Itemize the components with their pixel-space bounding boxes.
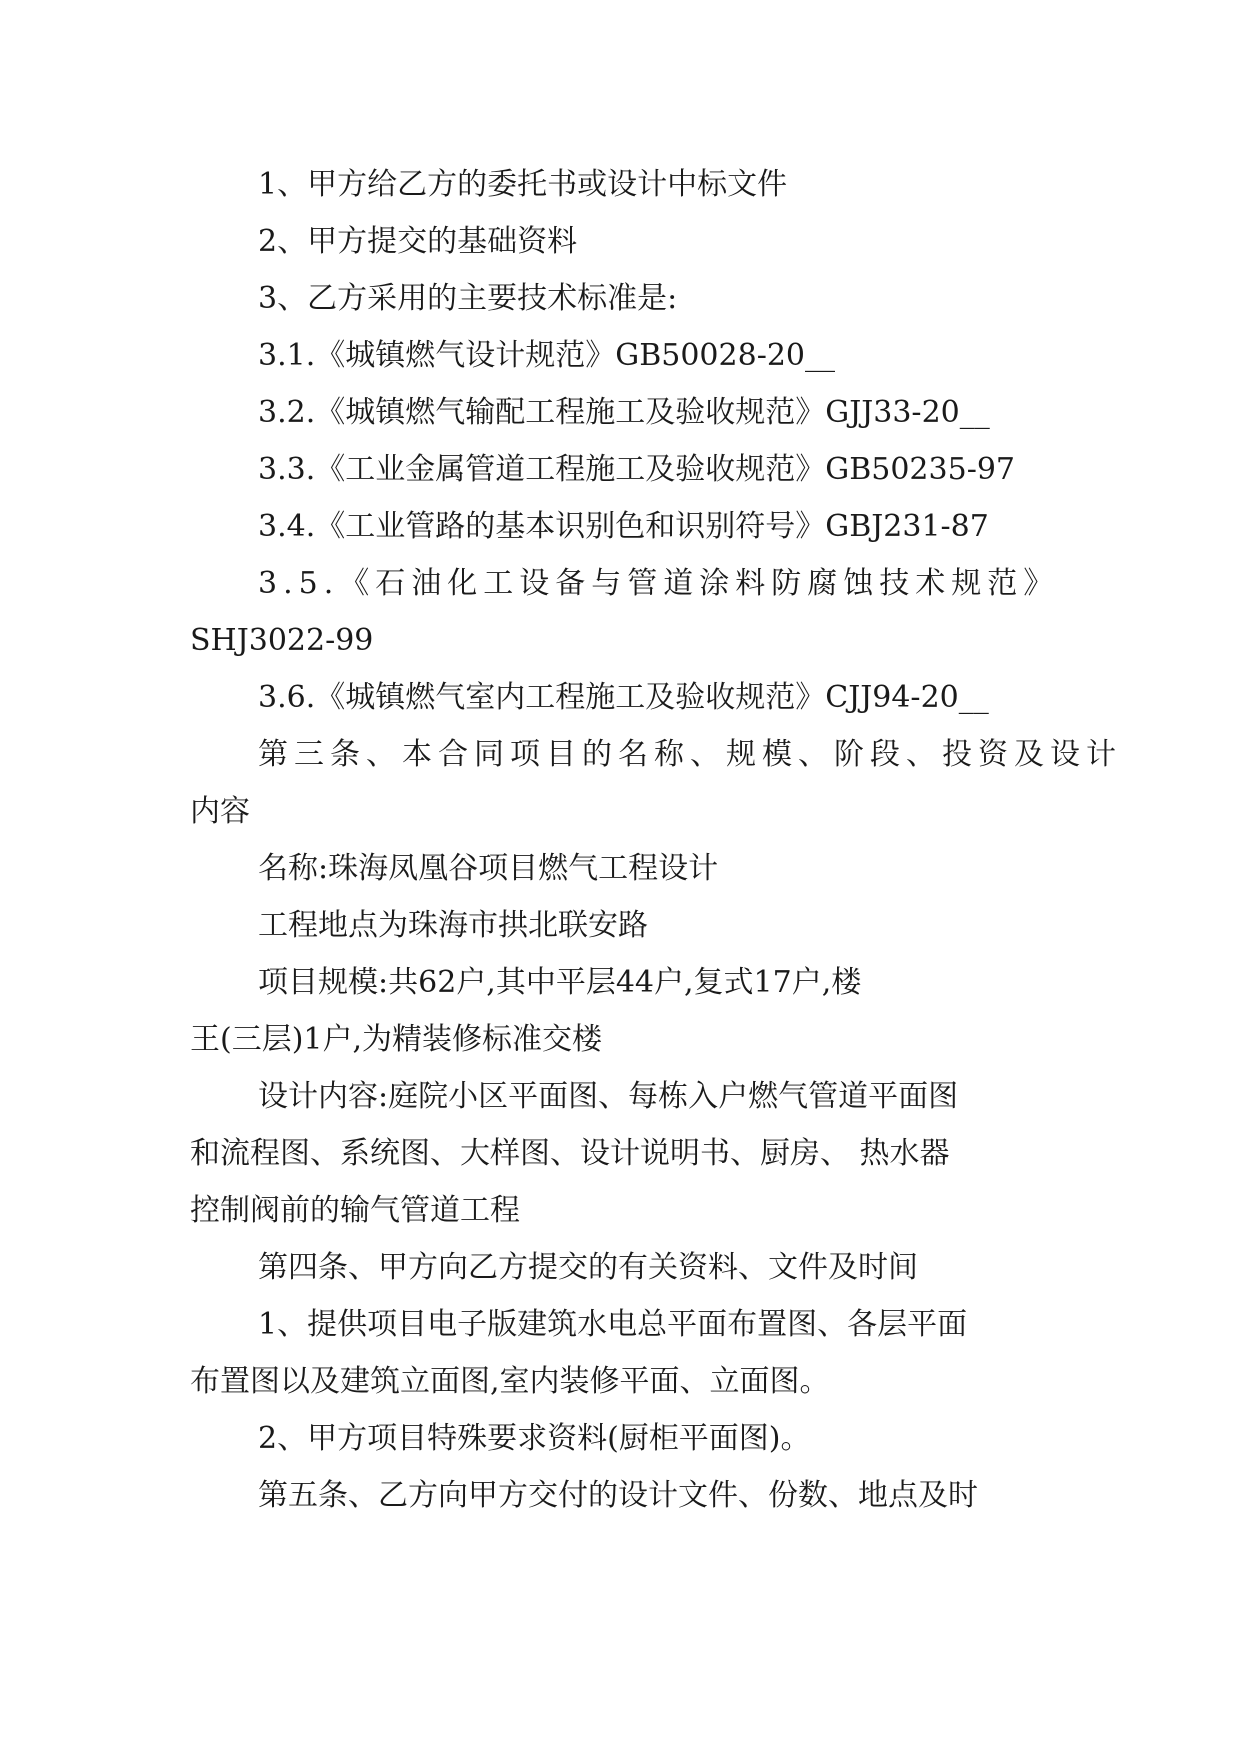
list-item-basic-materials: 2、甲方提交的基础资料	[258, 224, 578, 259]
standard-3-5-code: SHJ3022-99	[190, 623, 374, 658]
design-content-cont-2: 控制阀前的输气管道工程	[190, 1193, 520, 1228]
article-4-item-1-cont: 布置图以及建筑立面图,室内装修平面、立面图。	[190, 1364, 830, 1399]
project-scale: 项目规模:共62户,其中平层44户,复式17户,楼	[258, 965, 862, 1000]
design-content-cont-1: 和流程图、系统图、大样图、设计说明书、厨房、 热水器	[190, 1136, 950, 1171]
standard-3-5: 3.5.《石油化工设备与管道涂料防腐蚀技术规范》	[258, 566, 1060, 601]
article-4-item-2: 2、甲方项目特殊要求资料(厨柜平面图)。	[258, 1421, 811, 1456]
list-item-technical-standards: 3、乙方采用的主要技术标准是:	[258, 281, 678, 316]
article-4-heading: 第四条、甲方向乙方提交的有关资料、文件及时间	[258, 1250, 918, 1285]
design-content: 设计内容:庭院小区平面图、每栋入户燃气管道平面图	[258, 1079, 959, 1114]
list-item-commission-letter: 1、甲方给乙方的委托书或设计中标文件	[258, 167, 788, 202]
standard-3-1: 3.1.《城镇燃气设计规范》GB50028-20__	[258, 338, 836, 373]
standard-3-6: 3.6.《城镇燃气室内工程施工及验收规范》CJJ94-20__	[258, 680, 989, 715]
standard-3-4: 3.4.《工业管路的基本识别色和识别符号》GBJ231-87	[258, 509, 989, 544]
project-location: 工程地点为珠海市拱北联安路	[258, 908, 648, 943]
project-scale-cont: 王(三层)1户,为精装修标准交楼	[190, 1022, 603, 1057]
article-3-heading: 第三条、本合同项目的名称、规模、阶段、投资及设计	[258, 737, 1122, 772]
project-name: 名称:珠海凤凰谷项目燃气工程设计	[258, 851, 719, 886]
article-4-item-1: 1、提供项目电子版建筑水电总平面布置图、各层平面	[258, 1307, 968, 1342]
standard-3-3: 3.3.《工业金属管道工程施工及验收规范》GB50235-97	[258, 452, 1016, 487]
standard-3-2: 3.2.《城镇燃气输配工程施工及验收规范》GJJ33-20__	[258, 395, 990, 430]
article-3-heading-cont: 内容	[190, 794, 250, 829]
article-5-heading: 第五条、乙方向甲方交付的设计文件、份数、地点及时	[258, 1478, 978, 1513]
